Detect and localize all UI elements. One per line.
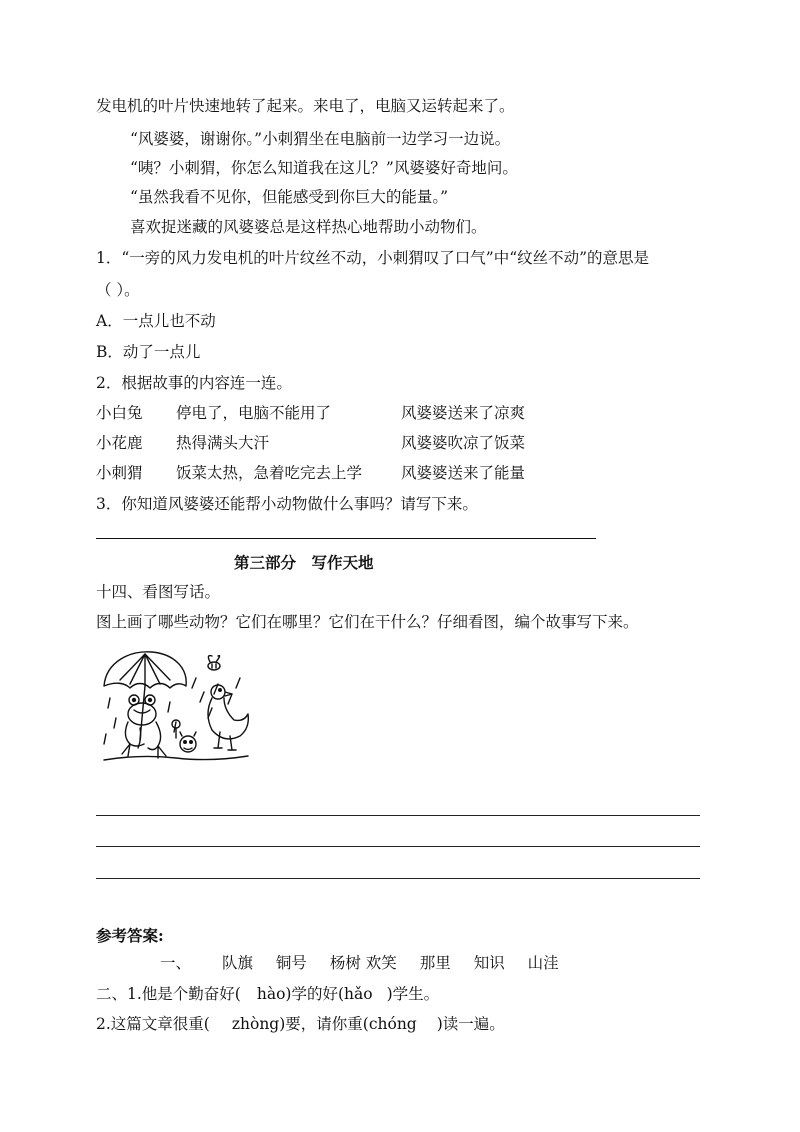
answer-word: 那里 [419, 954, 451, 972]
answer-word: 杨树 欢笑 [329, 954, 397, 972]
question-1-blank[interactable]: （ ）。 [96, 281, 140, 299]
story-line: “虽然我看不见你，但能感受到你巨大的能量。” [130, 188, 449, 206]
section-divider [96, 538, 596, 539]
answer-pinyin: zhòng)要，请你重(chóng [231, 1015, 417, 1033]
answer-text: )读一遍。 [436, 1015, 505, 1033]
answer-pinyin: hào)学的好(hǎo [256, 985, 373, 1003]
question-2: 2．根据故事的内容连一连。 [96, 374, 292, 392]
writing-prompt: 图上画了哪些动物？它们在哪里？它们在干什么？仔细看图，编个故事写下来。 [96, 613, 639, 631]
question-3: 3．你知道风婆婆还能帮小动物做什么事吗？请写下来。 [96, 495, 478, 513]
match-animal[interactable]: 小白兔 [96, 404, 143, 422]
answer-text: )学生。 [386, 985, 440, 1003]
match-animal[interactable]: 小刺猬 [96, 464, 143, 482]
story-line: “咦？小刺猬，你怎么知道我在这儿？”风婆婆好奇地问。 [130, 159, 518, 177]
answer-section-label: 一、 [160, 954, 192, 972]
answer-word: 队旗 [221, 954, 253, 972]
answers-row-2 [96, 984, 439, 1004]
answers-row-1 [160, 953, 559, 973]
story-line: “风婆婆，谢谢你。”小刺猬坐在电脑前一边学习一边说。 [130, 130, 511, 148]
answers-heading: 参考答案: [96, 926, 164, 945]
answer-text: 二、1.他是个勤奋好( [96, 985, 241, 1003]
story-line: 喜欢捉迷藏的风婆婆总是这样热心地帮助小动物们。 [130, 218, 487, 236]
question-14: 十四、看图写话。 [96, 583, 221, 601]
writing-line[interactable] [96, 846, 700, 847]
writing-line[interactable] [96, 815, 700, 816]
match-help[interactable]: 风婆婆送来了凉爽 [401, 404, 526, 422]
section-title: 第三部分 写作天地 [234, 553, 374, 572]
writing-line[interactable] [96, 878, 700, 879]
picture-illustration [100, 648, 252, 773]
option-a[interactable]: A．一点儿也不动 [96, 312, 216, 330]
story-line: 发电机的叶片快速地转了起来。来电了，电脑又运转起来了。 [96, 97, 515, 115]
match-situation[interactable]: 饭菜太热，急着吃完去上学 [176, 464, 363, 482]
match-situation[interactable]: 热得满头大汗 [176, 434, 270, 452]
answers-row-3 [96, 1014, 505, 1034]
match-help[interactable]: 风婆婆吹凉了饭菜 [401, 434, 526, 452]
question-1: 1．“一旁的风力发电机的叶片纹丝不动，小刺猬叹了口气”中“纹丝不动”的意思是 [96, 249, 650, 267]
answer-word: 知识 [473, 954, 505, 972]
match-help[interactable]: 风婆婆送来了能量 [401, 464, 526, 482]
answer-word: 铜号 [275, 954, 307, 972]
option-b[interactable]: B．动了一点儿 [96, 343, 201, 361]
match-situation[interactable]: 停电了，电脑不能用了 [176, 404, 332, 422]
match-animal[interactable]: 小花鹿 [96, 434, 143, 452]
answer-word: 山洼 [527, 954, 559, 972]
answer-text: 2.这篇文章很重( [96, 1015, 210, 1033]
